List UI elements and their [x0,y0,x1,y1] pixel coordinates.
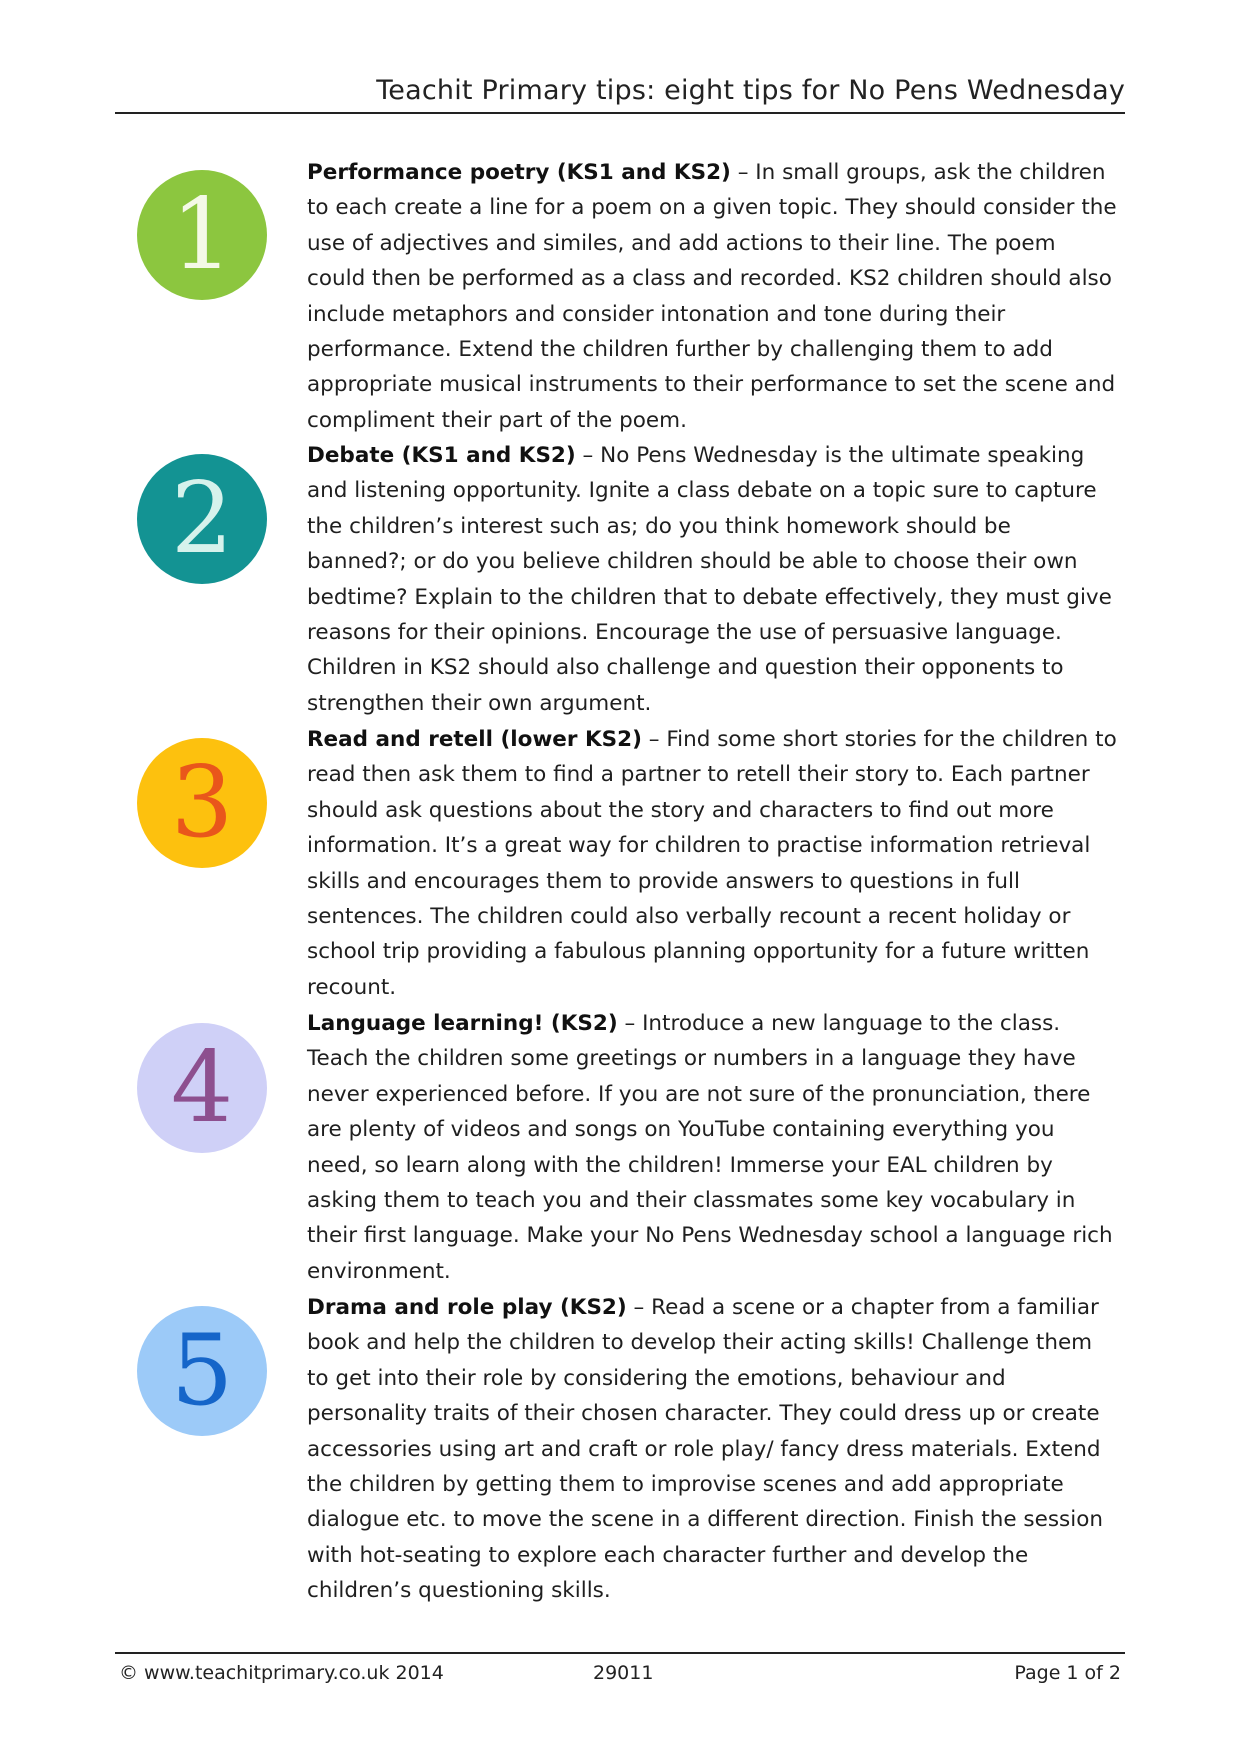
tip-number-badge [137,1023,267,1153]
footer-copyright: © www.teachitprimary.co.uk 2014 [119,1662,444,1684]
tip-body: – No Pens Wednesday is the ultimate speaking and listening opportunity. Ignite a class debate on a topic sure to capture the children’s interest such as; do you think homework should be banned?; or do you believe children should be able to choose their own bedtime? Explain to the children that to debate effectively, they must give reasons for their opinions. Encourage the use of persuasive language. Children in KS2 should also challenge and question their opponents to strengthen their own argument. [307,443,1112,716]
tip-heading: Language learning! (KS2) [307,1011,618,1036]
tip-number-badge [137,738,267,868]
page-title: Teachit Primary tips: eight tips for No Pens Wednesday [376,75,1125,106]
tip-heading: Performance poetry (KS1 and KS2) [307,160,731,185]
tip-paragraph [307,155,1117,438]
tip-number-badge [137,454,267,584]
page-header [115,70,1125,114]
tip-number: 2 [170,462,234,576]
tip-number-badge [137,170,267,300]
footer-resource-code: 29011 [593,1662,654,1684]
tip-heading: Debate (KS1 and KS2) [307,443,576,468]
tip-body: – Read a scene or a chapter from a familiar book and help the children to develop their acting skills! Challenge them to get into their role by considering the emotions, behaviour and personality traits of their chosen character. They could dress up or create accessories using art and craft or role play/ fancy dress materials. Extend the children by getting them to improvise scenes and add appropriate dialogue etc. to move the scene in a different direction. Finish the session with hot-seating to explore each character further and develop the children’s questioning skills. [307,1295,1103,1604]
tip-body: – In small groups, ask the children to each create a line for a poem on a given topic. They should consider the use of adjectives and similes, and add actions to their line. The poem could then be performed as a class and recorded. KS2 children should also include metaphors and consider intonation and tone during their performance. Extend the children further by challenging them to add appropriate musical instruments to their performance to set the scene and compliment their part of the poem. [307,160,1117,433]
tip-body: – Introduce a new language to the class. Teach the children some greetings or numbers in a language they have never experienced before. If you are not sure of the pronunciation, there are plenty of videos and songs on YouTube containing everything you need, so learn along with the children! Immerse your EAL children by asking them to teach you and their classmates some key vocabulary in their first language. Make your No Pens Wednesday school a language rich environment. [307,1011,1113,1284]
tip-heading: Read and retell (lower KS2) [307,727,642,752]
tip-number: 5 [170,1314,234,1428]
tip-number: 3 [170,746,234,860]
tip-paragraph [307,438,1117,721]
tip-number: 1 [170,178,234,292]
tip-number-badge [137,1306,267,1436]
tip-paragraph [307,1006,1117,1289]
tip-paragraph [307,1290,1117,1609]
tip-paragraph [307,722,1117,1005]
tip-heading: Drama and role play (KS2) [307,1295,627,1320]
tip-body: – Find some short stories for the children to read then ask them to find a partner to retell their story to. Each partner should ask questions about the story and characters to find out more information. It’s a great way for children to practise information retrieval skills and encourages them to provide answers to questions in full sentences. The children could also verbally recount a recent holiday or school trip providing a fabulous planning opportunity for a future written recount. [307,727,1117,1000]
tip-number: 4 [170,1031,234,1145]
footer-page-number: Page 1 of 2 [1014,1662,1121,1684]
page-footer [115,1652,1125,1690]
